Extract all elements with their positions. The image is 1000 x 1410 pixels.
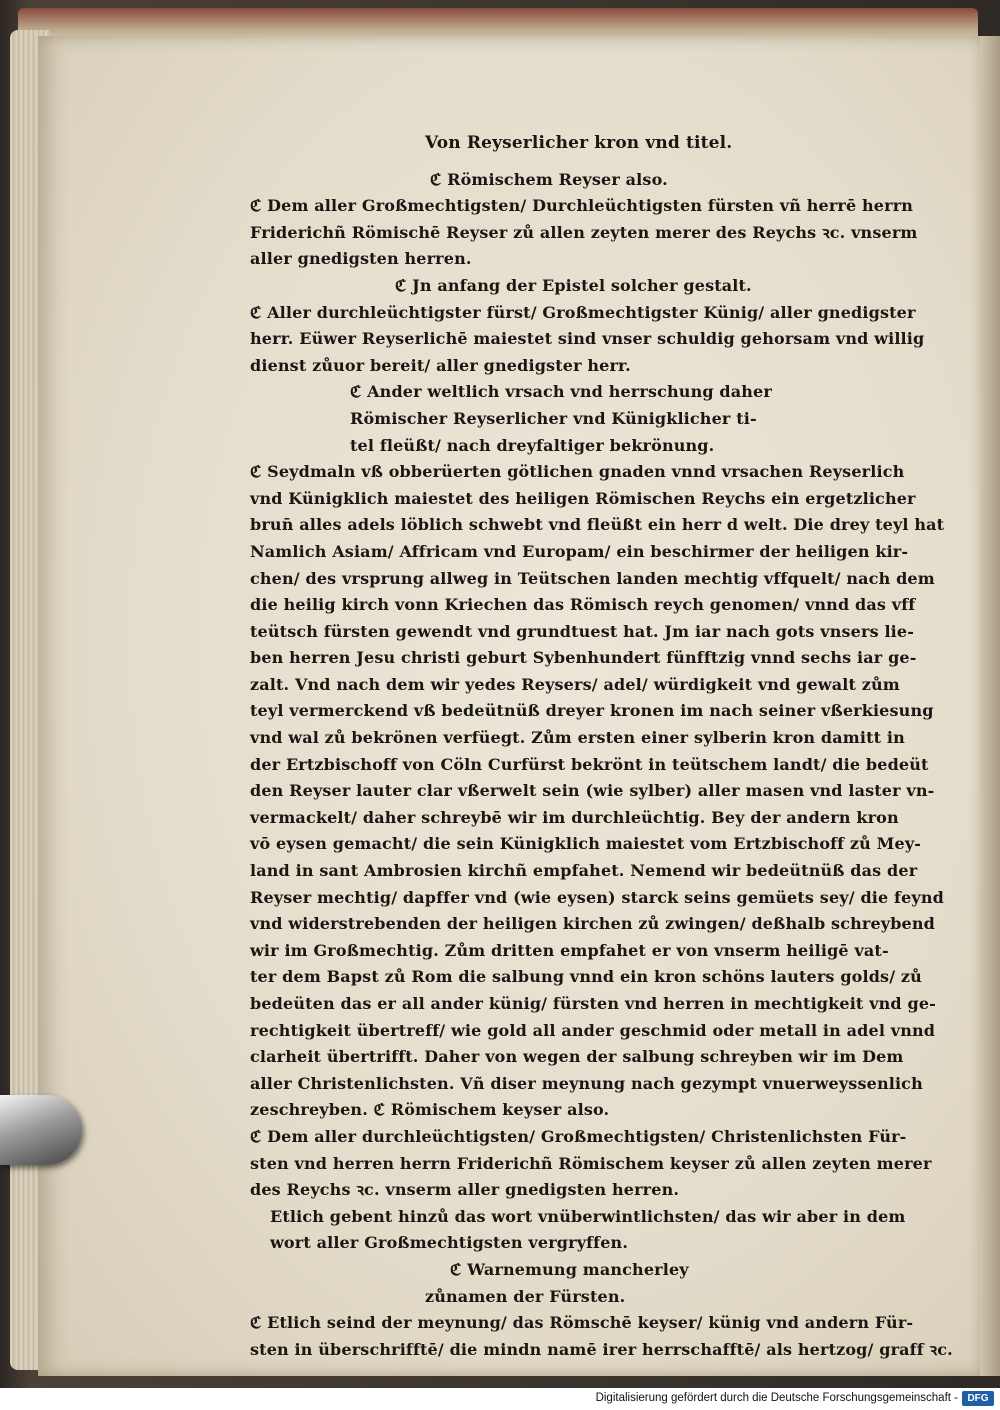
text-line: teyl vermerckend vß bedeütnüß dreyer kronen im nach seiner vßerkiesung bbox=[250, 701, 934, 721]
text-line: Römischer Reyserlicher vnd Künigklicher ti- bbox=[350, 408, 757, 428]
text-line: chen/ des vrsprung allweg in Teütschen landen mechtig vffquelt/ nach dem bbox=[250, 568, 935, 588]
text-line: des Reychs ꝛc. vnserm aller gnedigsten herren. bbox=[250, 1180, 680, 1200]
text-line: bedeüten das er all ander künig/ fürsten vnd herren in mechtigkeit vnd ge- bbox=[250, 994, 936, 1013]
section-heading: ℭ Warnemung mancherley bbox=[450, 1259, 689, 1279]
text-line: vermackelt/ daher schreybē wir im durchleüchtig. Bey der andern kron bbox=[250, 807, 899, 827]
digitization-footer bbox=[0, 1388, 1000, 1410]
text-line: ℭ Etlich seind der meynung/ das Römschē keyser/ künig vnd andern Für- bbox=[250, 1313, 914, 1333]
section-heading: zůnamen der Fürsten. bbox=[425, 1286, 626, 1306]
text-line: herr. Eüwer Reyserlichē maiestet sind vnser schuldig gehorsam vnd willig bbox=[250, 329, 925, 349]
text-line: brun̄ alles adels löblich schwebt vnd fleüßt ein herr d welt. Die drey teyl hat bbox=[250, 515, 945, 535]
text-line: sten in überschrifftē/ die mindn namē irer herrschafftē/ als hertzog/ graff ꝛc. bbox=[250, 1339, 953, 1359]
text-line: vō eysen gemacht/ die sein Künigklich maiestet vom Ertzbischoff zů Mey- bbox=[250, 834, 922, 854]
text-line: aller Christenlichsten. Vñ diser meynung nach gezympt vnuerweyssenlich bbox=[250, 1073, 923, 1093]
text-line: ℭ Dem aller durchleüchtigsten/ Großmechtigsten/ Christenlichsten Für- bbox=[250, 1126, 907, 1146]
text-line: land in sant Ambrosien kirchñ empfahet. Nemend wir bedeütnüß das der bbox=[250, 861, 918, 881]
text-line: Etlich gebent hinzů das wort vnüberwintlichsten/ das wir aber in dem bbox=[270, 1206, 906, 1226]
text-line: aller gnedigsten herren. bbox=[250, 249, 472, 269]
text-line: wir im Großmechtig. Zům dritten empfahet er von vnserm heiligē vat- bbox=[250, 940, 889, 960]
dfg-logo-icon: DFG bbox=[962, 1391, 994, 1406]
footer-credit: Digitalisierung gefördert durch die Deutsche Forschungsgemeinschaft - bbox=[595, 1392, 958, 1404]
text-line: ter dem Bapst zů Rom die salbung vnnd ein kron schöns lauters golds/ zů bbox=[250, 967, 922, 987]
text-line: Reyser mechtig/ dapffer vnd (wie eysen) starck seins gemüets sey/ die feynd bbox=[250, 887, 944, 907]
page-text-block bbox=[250, 130, 953, 1363]
text-line: Namlich Asiam/ Affricam vnd Europam/ ein beschirmer der heiligen kir- bbox=[250, 541, 909, 561]
book-right-edge bbox=[980, 36, 1000, 1376]
text-line: dienst zůuor bereit/ aller gnedigster herr. bbox=[250, 355, 631, 375]
text-line: sten vnd herren herrn Friderichñ Römischem keyser zů allen zeyten merer bbox=[250, 1153, 932, 1173]
text-line: vnd Künigklich maiestet des heiligen Römischen Reychs ein ergetzlicher bbox=[250, 488, 916, 508]
text-line: ℭ Dem aller Großmechtigsten/ Durchleüchtigsten fürsten vñ herrē herrn bbox=[250, 196, 914, 216]
text-line: vnd wal zů bekrönen verfüegt. Zům ersten einer sylberin kron damitt in bbox=[250, 728, 905, 748]
text-line: ℭ Seydmaln vß obberüerten götlichen gnaden vnnd vrsachen Reyserlich bbox=[250, 462, 905, 482]
text-line: Friderichñ Römischē Reyser zů allen zeyten merer des Reychs ꝛc. vnserm bbox=[250, 222, 918, 242]
text-lines bbox=[250, 167, 953, 1364]
text-line: den Reyser lauter clar vßerwelt sein (wie sylber) aller masen vnd laster vn- bbox=[250, 781, 935, 801]
section-heading: ℭ Römischem Reyser also. bbox=[430, 169, 668, 189]
text-line: zalt. Vnd nach dem wir yedes Reysers/ adel/ würdigkeit vnd gewalt zům bbox=[250, 674, 900, 694]
text-line: wort aller Großmechtigsten vergryffen. bbox=[270, 1233, 629, 1253]
text-line: vnd widerstrebenden der heiligen kirchen zů zwingen/ deßhalb schreybend bbox=[250, 914, 936, 934]
section-heading: ℭ Jn anfang der Epistel solcher gestalt. bbox=[395, 275, 752, 295]
text-line: tel fleüßt/ nach dreyfaltiger bekrönung. bbox=[350, 435, 715, 455]
running-title: Von Reyserlicher kron vnd titel. bbox=[425, 133, 733, 153]
text-line: der Ertzbischoff von Cöln Curfürst bekrönt in teütschem landt/ die bedeüt bbox=[250, 754, 929, 774]
text-line: clarheit übertrifft. Daher von wegen der salbung schreyben wir im Dem bbox=[250, 1047, 904, 1067]
text-line: rechtigkeit übertreff/ wie gold all ander geschmid oder metall in adel vnnd bbox=[250, 1020, 936, 1040]
text-line: ben herren Jesu christi geburt Sybenhundert fünfftzig vnnd sechs iar ge- bbox=[250, 648, 917, 668]
text-line: zeschreyben. ℭ Römischem keyser also. bbox=[250, 1100, 610, 1120]
text-line: ℭ Ander weltlich vrsach vnd herrschung daher bbox=[350, 382, 772, 402]
text-line: teütsch fürsten gewendt vnd grundtuest hat. Jm iar nach gots vnsers lie- bbox=[250, 621, 915, 641]
page-clip-holder bbox=[0, 1095, 82, 1165]
text-line: ℭ Aller durchleüchtigster fürst/ Großmechtigster Künig/ aller gnedigster bbox=[250, 302, 916, 322]
text-line: die heilig kirch vonn Kriechen das Römisch reych genomen/ vnnd das vff bbox=[250, 595, 916, 615]
